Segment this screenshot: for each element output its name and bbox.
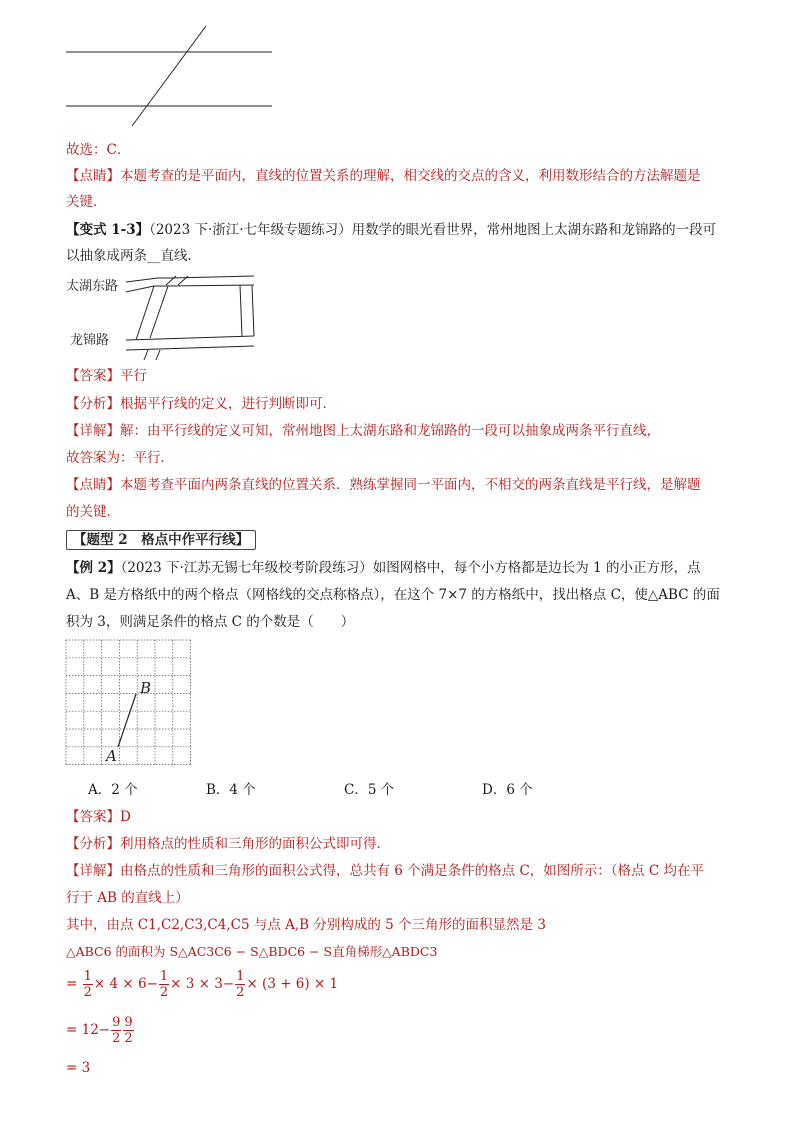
answer-label-2: 【答案】 bbox=[66, 809, 120, 825]
transversal-line bbox=[132, 26, 206, 126]
frac-num: 9 bbox=[124, 1015, 133, 1030]
cross-road-2a bbox=[166, 276, 176, 285]
variant-text: 用数学的眼光看世界，常州地图上太湖东路和龙锦路的一段可 bbox=[351, 222, 717, 238]
segment-ab bbox=[118, 694, 136, 747]
math-result: = 3 bbox=[66, 1060, 91, 1076]
detail-text-2b: 行于 AB 的直线上） bbox=[66, 890, 189, 906]
answer-text-2: D bbox=[120, 809, 131, 825]
math-line-1 bbox=[66, 966, 726, 1002]
detail-label-2: 【详解】 bbox=[66, 863, 120, 879]
math-line-3 bbox=[66, 1058, 726, 1078]
cross-road-1b bbox=[150, 286, 168, 338]
frac-num: 1 bbox=[236, 969, 245, 984]
comment-text-b: 本题考查平面内两条直线的位置关系．熟练掌握同一平面内，不相交的两条直线是平行线，是解题 bbox=[120, 477, 701, 493]
road-longjin-top bbox=[126, 336, 254, 340]
answer-line bbox=[66, 366, 726, 386]
fraction-nine-half-2 bbox=[123, 1015, 133, 1046]
cross-road-3b bbox=[252, 285, 254, 336]
fraction-half-2 bbox=[159, 969, 169, 1000]
fraction-nine-half-1 bbox=[111, 1015, 121, 1046]
choice-line bbox=[66, 140, 726, 160]
option-b[interactable] bbox=[206, 780, 256, 800]
analysis-line-2 bbox=[66, 834, 726, 854]
answer-line-2 bbox=[66, 807, 726, 827]
grid-figure bbox=[62, 636, 198, 770]
variant-1-3-line-2 bbox=[66, 246, 726, 266]
comment-line-2 bbox=[66, 192, 726, 212]
point-label-b: B bbox=[140, 679, 152, 697]
comment-label: 【点睛】 bbox=[66, 168, 120, 184]
fraction-half-3 bbox=[235, 969, 245, 1000]
frac-den: 2 bbox=[159, 985, 169, 1000]
variant-1-3-line bbox=[66, 220, 726, 240]
frac-den: 2 bbox=[112, 1031, 121, 1046]
cross-road-1a bbox=[136, 286, 154, 340]
area-formula-line bbox=[66, 942, 726, 962]
conclusion-text: 故答案为：平行． bbox=[66, 450, 174, 466]
cross-road-4b bbox=[156, 350, 160, 360]
example-2-line-3 bbox=[66, 612, 726, 632]
frac-den: 2 bbox=[124, 1031, 133, 1046]
math-term-3: × (3 + 6) × 1 bbox=[246, 976, 339, 992]
option-d[interactable] bbox=[482, 780, 533, 800]
point-label-a: A bbox=[106, 747, 117, 765]
detail-line-2b bbox=[66, 888, 726, 908]
grid-lines bbox=[66, 640, 191, 765]
detail-text: 解：由平行线的定义可知，常州地图上太湖东路和龙锦路的一段可以抽象成两条平行直线， bbox=[120, 423, 660, 439]
answer-text: 平行 bbox=[120, 368, 147, 384]
analysis-text-2: 利用格点的性质和三角形的面积公式即可得． bbox=[120, 836, 390, 852]
detail-line-2 bbox=[66, 861, 726, 881]
variant-source: （2023 下·浙江·七年级专题练习） bbox=[149, 222, 352, 238]
comment-text-2: 关键． bbox=[66, 194, 107, 210]
conclusion-line bbox=[66, 448, 726, 468]
option-b-text: B．4 个 bbox=[206, 782, 256, 798]
road-label-longjin: 龙锦路 bbox=[70, 333, 110, 348]
type-heading-tag: 【题型 2 格点中作平行线】 bbox=[66, 530, 256, 550]
comment-line-b bbox=[66, 475, 726, 495]
road-longjin-bottom bbox=[126, 346, 254, 350]
cross-road-4 bbox=[144, 350, 148, 360]
math-eq-1: = bbox=[66, 976, 78, 992]
choice-text: 故选：C． bbox=[66, 142, 131, 158]
answer-label: 【答案】 bbox=[66, 368, 120, 384]
comment-line bbox=[66, 166, 726, 186]
math-eq-2: = 12− bbox=[66, 1022, 111, 1038]
example-text-1: 如图网格中，每个小方格都是边长为 1 的小正方形，点 bbox=[372, 560, 701, 576]
frac-num: 9 bbox=[112, 1015, 121, 1030]
math-term-2: × 3 × 3− bbox=[170, 976, 235, 992]
option-d-text: D．6 个 bbox=[482, 782, 533, 798]
road-taihu-top bbox=[126, 276, 254, 282]
comment-text: 本题考查的是平面内，直线的位置关系的理解，相交线的交点的含义，利用数形结合的方法解题是 bbox=[120, 168, 701, 184]
frac-num: 1 bbox=[83, 969, 92, 984]
option-a[interactable] bbox=[88, 780, 138, 800]
example-2-line-2 bbox=[66, 585, 726, 605]
parallel-lines-figure bbox=[60, 22, 280, 130]
math-line-2 bbox=[66, 1012, 726, 1048]
road-taihu-bottom bbox=[126, 285, 254, 292]
comment-label-b: 【点睛】 bbox=[66, 477, 120, 493]
detail-text-2: 由格点的性质和三角形的面积公式得，总共有 6 个满足条件的格点 C，如图所示：（格点 C 均在平 bbox=[120, 863, 704, 879]
option-c-text: C．5 个 bbox=[344, 782, 395, 798]
detail-label: 【详解】 bbox=[66, 423, 120, 439]
example-label: 【例 2】 bbox=[66, 560, 121, 576]
example-text-2: A、B 是方格纸中的两个格点（网格线的交点称格点），在这个 7×7 的方格纸中，找出格点 C，使△ABC 的面 bbox=[66, 587, 720, 603]
fraction-half-1 bbox=[83, 969, 93, 1000]
comment-line-b2 bbox=[66, 502, 726, 522]
analysis-line bbox=[66, 394, 726, 414]
frac-den: 2 bbox=[236, 985, 245, 1000]
road-label-taihu: 太湖东路 bbox=[66, 279, 119, 294]
map-figure bbox=[64, 272, 264, 362]
variant-label: 【变式 1-3】 bbox=[66, 222, 150, 238]
example-2-line-1 bbox=[66, 558, 726, 578]
detail-text-2c: 其中，由点 C1,C2,C3,C4,C5 与点 A,B 分别构成的 5 个三角形的面积显然是 3 bbox=[66, 917, 546, 933]
comment-text-b2: 的关键． bbox=[66, 504, 120, 520]
cross-road-3 bbox=[240, 285, 242, 336]
detail-line bbox=[66, 421, 726, 441]
area-formula-text: △ABC6 的面积为 S△AC3C6 − S△BDC6 − S直角梯形△ABDC3 bbox=[66, 944, 438, 959]
math-term-1: × 4 × 6− bbox=[93, 976, 158, 992]
example-source: （2023 下·江苏无锡七年级校考阶段练习） bbox=[120, 560, 373, 576]
detail-line-2c bbox=[66, 915, 726, 935]
example-text-3: 积为 3，则满足条件的格点 C 的个数是（ ） bbox=[66, 614, 355, 630]
option-a-text: A．2 个 bbox=[88, 782, 138, 798]
frac-num: 1 bbox=[159, 969, 169, 984]
frac-den: 2 bbox=[83, 985, 92, 1000]
type-heading bbox=[66, 530, 726, 550]
option-c[interactable] bbox=[344, 780, 394, 800]
analysis-label: 【分析】 bbox=[66, 396, 120, 412]
analysis-label-2: 【分析】 bbox=[66, 836, 120, 852]
analysis-text: 根据平行线的定义，进行判断即可． bbox=[120, 396, 336, 412]
variant-text-2: 以抽象成两条__直线． bbox=[66, 248, 201, 264]
